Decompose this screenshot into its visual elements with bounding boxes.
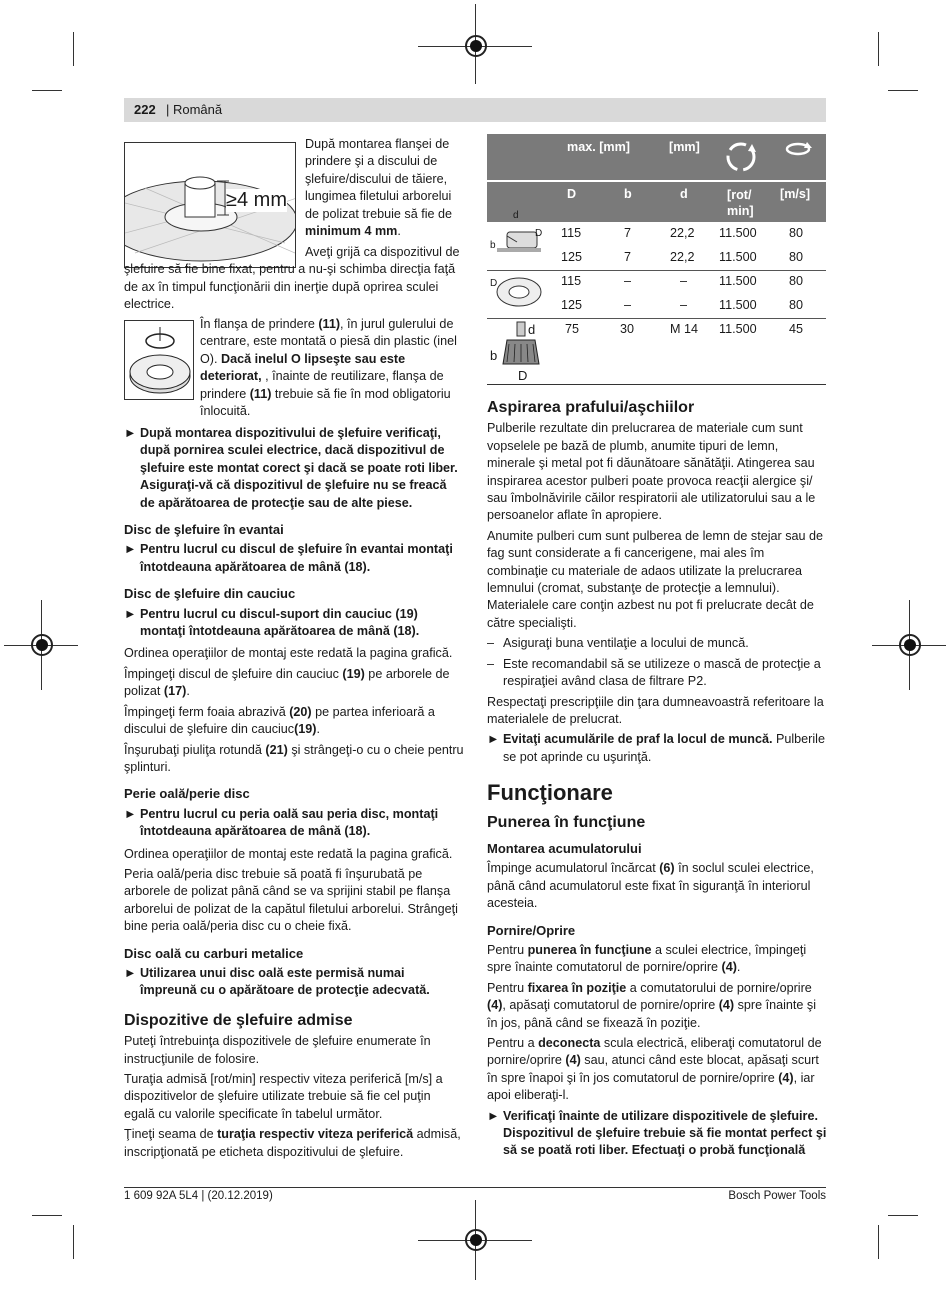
on-b: punerea în funcţiune [527,942,652,957]
bullet-triangle-icon: ► [124,426,137,440]
table-header-row-2 [487,182,826,222]
heading-brush: Perie oală/perie disc [124,786,250,802]
flange-ref-11: (11) [318,317,341,331]
allowed-paragraph-3 [124,1126,464,1161]
table-cell: 22,2 [670,226,695,240]
table-header-rot-min: [rot/ min] [727,188,754,218]
table-cell: 11.500 [719,322,757,336]
crop-mark [73,32,74,66]
dust-paragraph-1: Pulberile rezultate din prelucrarea de materiale cum sunt vopselele pe bază de plumb, anumite tipuri de lemn, minerale şi metal pot fi dăunătoare sănătăţii. Atingerea sau inspirarea acestor pulberi poate provoca reacţii alergice şi/ sau îmbolnăvirile căilor respiratorii ale utilizatorului sau a le persoanelor aflate în apropiere. [487,421,816,523]
dust-paragraph-3: Respectaţi prescripţiile din ţara dumneavoastră referitoare la materialele de prelucrat. [487,694,824,726]
flange-text-a: În flanşa de prindere [200,317,319,331]
table-cell: 45 [789,322,804,336]
flange-text-e: , înainte de reutilizare, flanşa de prindere [200,369,444,401]
off-a: Pentru a [487,1036,539,1050]
table-bottom-rule [487,384,826,385]
push-e: . [186,684,190,699]
fix-e: , apăsaţi comutatorul de pornire/oprire [502,998,719,1013]
press-e: . [316,722,321,737]
flange-text-g: trebuie să fie în mod obligatoriu înlocuită. [200,386,451,419]
crop-mark [32,90,62,91]
table-cell: 80 [789,226,804,240]
fix-ref-4b: (4) [718,998,735,1013]
press-ref-19: (19) [294,722,317,737]
press-c: pe partea inferioară a discului de şlefuire din cauciuc [124,704,435,737]
allowed-3c: admisă, inscripţionată pe eticheta dispozitivului de şlefuire. [124,1127,461,1159]
fixing-paragraph: Aveţi grijă ca dispozitivul de şlefuire să fie bine fixat, pentru a nu-şi schimba direcţia faţă de ax în timpul funcţionării din inerţie după oprirea sculei electrice. [124,245,460,312]
registration-mark-icon [465,1229,487,1251]
battery-paragraph [487,860,827,912]
table-cell: 125 [561,250,583,264]
on-paragraph [487,942,827,977]
heading-dust: Aspirarea prafului/aşchiilor [487,399,695,416]
on-c: a sculei electrice, împingeţi spre înainte comutatorul de pornire/oprire [487,942,807,975]
crop-mark [878,32,879,66]
dim-b-label-3: b [490,348,498,363]
fixing-text [124,244,464,317]
table-header-b: b [624,187,632,201]
table-cell: 22,2 [670,250,695,264]
flange-text [124,316,464,423]
dim-D-label: D [535,228,543,239]
table-cell: – [624,298,632,312]
fix-b: fixarea în poziţie [527,980,627,995]
crop-mark [888,90,918,91]
bullet-triangle-icon: ► [124,542,137,557]
off-b: deconecta [538,1036,601,1050]
off-ref-4a: (4) [565,1053,581,1068]
bullet-rubber-disc [124,606,464,641]
table-header-mm: [mm] [669,140,700,154]
dim-d-label-3: d [528,322,536,337]
lock-paragraph [487,980,827,1032]
order-paragraph-2: Ordinea operaţiilor de montaj este redată la pagina grafică. [124,846,453,861]
push-a: Împingeţi discul de şlefuire din cauciuc [124,666,343,681]
table-header-m-s: [m/s] [780,187,811,201]
table-cell: M 14 [670,322,698,336]
dim-D-label-2: D [490,278,498,289]
rotation-speed-icon [722,138,760,176]
push-paragraph [124,666,464,701]
bullet-check-tools-text: Verificaţi înainte de utilizare dispozitivele de şlefuire. Dispozitivul de şlefuire trebuie să fie montat perfect şi să se poată roti liber. Efectuaţi o probă funcţională [503,1108,827,1158]
on-ref-4: (4) [721,960,737,975]
off-e: sau, atunci când este blocat, apăsaţi scurt în spre înapoi şi în jos comutatorul de pornire/oprire [487,1053,819,1085]
footer-rule [124,1187,826,1188]
table-cell: 75 [565,322,580,336]
page-language: | Română [166,102,223,117]
press-a: Împingeţi ferm foaia abrazivă [124,704,290,719]
right-column [487,393,827,1165]
intro-text [305,136,463,243]
dust-paragraph-2: Anumite pulberi cum sunt pulberea de lemn de stejar sau de fag sunt considerate a fi cancerigene, mai ales îm combinaţie cu materiale de adaos utilizate la prelucrarea lemnului (cromat, substanţe de protecţie a lemnului). Materialele care conţin azbest nu pot fi prelucrate decât de către specialişti. [487,528,824,630]
footer-doc-id: 1 609 92A 5L4 | (20.12.2019) [124,1190,273,1202]
screw-a: Înşurubaţi piuliţa rotundă [124,742,266,757]
bullet-triangle-icon: ► [487,1108,500,1123]
heading-on-off: Pornire/Oprire [487,922,576,938]
allowed-3b: turaţia respectiv viteza periferică [217,1127,414,1142]
crop-mark [32,1215,62,1216]
heading-operation: Funcţionare [487,780,613,806]
intro-text-1: După montarea flanşei de prindere şi a discului de şlefuire/discului de tăiere, lungimea filetului arborelui de polizat trebuie să fie de [305,137,453,221]
order-paragraph-1: Ordinea operaţiilor de montaj este redată la pagina grafică. [124,646,453,661]
table-cell: 80 [789,298,804,312]
bullet-fan-disc [124,541,464,576]
bullet-brush-text: Pentru lucrul cu peria oală sau peria disc, montaţi întotdeauna apărătoarea de mână (18). [140,806,439,839]
bullet-triangle-icon: ► [487,732,500,747]
table-cell: 115 [561,226,582,240]
registration-mark-icon [31,634,53,656]
flange-oring-warning: Dacă inelul O lipseşte sau este deteriorat, [200,351,406,384]
dash-item-ventilation [487,635,827,652]
dash-marker: – [487,636,495,651]
table-cell: 125 [561,298,583,312]
fix-g: spre înainte şi în jos, până când se fixează în poziţie. [487,998,817,1030]
fix-c: a comutatorului de pornire/oprire [626,980,812,995]
push-ref-17: (17) [163,684,187,699]
fix-ref-4a: (4) [487,998,503,1013]
heading-allowed-tools: Dispozitive de şlefuire admise [124,1011,353,1029]
bullet-triangle-icon: ► [124,606,137,621]
battery-ref-6: (6) [659,861,675,876]
fan-disc-icon [487,270,547,316]
screw-ref-21: (21) [265,742,288,757]
screw-paragraph [124,742,464,777]
allowed-paragraph-2: Turaţia admisă [rot/min] respectiv viteza periferică [m/s] a dispozitivelor de şlefuire utilizate trebuie să fie cel puţin egală cu valorile specificate în tabelul următor. [124,1072,443,1121]
table-cell: 7 [624,226,632,240]
dim-D-label-3: D [518,368,528,383]
bullet-check-tools [487,1108,827,1160]
table-header-D: D [567,187,577,201]
heading-battery: Montarea acumulatorului [487,840,642,856]
heading-carbide: Disc oală cu carburi metalice [124,945,304,961]
registration-mark-icon [465,35,487,57]
crop-mark [73,1225,74,1259]
crop-mark [878,1225,879,1259]
fix-a: Pentru [487,980,528,995]
battery-c: în soclul sculei electrice, până când acumulatorul este fixat în siguranţă în interiorul acesteia. [487,861,814,911]
on-a: Pentru [487,942,528,957]
bullet-fan-disc-text: Pentru lucrul cu discul de şlefuire în evantai montaţi întotdeauna apărătoarea de mână (18). [140,542,453,574]
brush-paragraph: Peria oală/peria disc trebuie să poată fi înşurubată pe arborele de polizat până când se va sprijini stabil pe flanşa arborelui de polizat de la capătul filetului arborelui. Strângeţi bine peria oală/peria disc cu o cheie fixă. [124,866,458,934]
left-column [124,425,464,1164]
table-cell: 7 [624,250,632,264]
table-cell: 11.500 [719,298,757,312]
table-cell: 11.500 [719,226,757,240]
speed-table [487,134,826,382]
screw-c: şi strângeţi-o cu o cheie pentru şplinturi. [124,742,464,774]
dim-d-label: d [513,210,519,221]
dim-b-label: b [490,240,496,251]
table-cell: – [680,274,688,288]
table-body [487,210,826,383]
battery-a: Împinge acumulatorul încărcat [487,861,660,876]
heading-fan-disc: Disc de şlefuire în evantai [124,522,284,538]
bullet-check-mount [124,425,464,512]
bullet-brush [124,806,464,841]
flange-text-c: , în jurul gulerului de centrare, este montată o piesă din plastic (inel O). [200,317,457,366]
allowed-paragraph-1: Puteţi întrebuinţa dispozitivele de şlefuire enumerate în instrucţiunile de folosire. [124,1034,431,1066]
bullet-dust [487,731,827,766]
table-cell: 30 [620,322,635,336]
bullet-dust-bold: Evitaţi acumulările de praf la locul de muncă. [503,732,773,747]
thread-length-label: ≥4 mm [226,189,287,211]
table-cell: 115 [561,274,582,288]
table-header-row-1 [487,134,826,180]
table-cell: – [624,274,632,288]
table-header-d: d [680,187,688,201]
bullet-carbide [124,965,464,1000]
table-cell: – [680,298,688,312]
crop-mark [888,1215,918,1216]
table-cell: 11.500 [719,250,757,264]
bullet-dust-normal: Pulberile se pot aprinde cu uşurinţă. [503,732,825,764]
dash-item-mask-text: Este recomandabil să se utilizeze o mască de protecţie a respiraţiei având clasa de filtrare P2. [503,656,821,689]
flange-ref-11b: (11) [249,386,272,401]
dash-item-mask [487,656,827,691]
press-paragraph [124,704,464,739]
off-g: , iar apoi eliberaţi-l. [487,1070,815,1103]
table-header-max-mm: max. [mm] [567,140,630,154]
bullet-carbide-text: Utilizarea unui disc oală este permisă numai împreună cu o apărătoare de protecţie adecvată. [140,965,430,998]
bullet-triangle-icon: ► [124,965,137,980]
footer-brand: Bosch Power Tools [728,1190,826,1202]
heading-startup: Punerea în funcţiune [487,813,646,831]
on-e: . [736,960,741,975]
table-cell: 11.500 [719,274,757,288]
off-c: scula electrică, eliberaţi comutatorul de pornire/oprire [487,1036,822,1068]
bullet-check-mount-text: După montarea dispozitivului de şlefuire verificaţi, după pornirea sculei electrice, dacă dispozitivul de şlefuire este montat corect şi dacă se poate roti liber. Asiguraţi-vă că dispozitivul de şlefuire nu se freacă de apărătoarea de protecţie sau de alte piese. [140,426,458,510]
off-ref-4b: (4) [778,1070,794,1085]
allowed-3a: Ţineţi seama de [124,1127,218,1142]
heading-rubber-disc: Disc de şlefuire din cauciuc [124,586,296,602]
press-ref-20: (20) [289,704,312,719]
table-cell: 80 [789,274,804,288]
push-ref-19: (19) [342,666,365,681]
off-paragraph [487,1035,827,1105]
dash-item-ventilation-text: Asiguraţi buna ventilaţie a locului de muncă. [503,636,749,651]
page-number: 222 [134,102,156,117]
registration-mark-icon [899,634,921,656]
dash-marker: – [487,656,495,671]
bullet-rubber-disc-text: Pentru lucrul cu discul-suport din cauciuc (19) montaţi întotdeauna apărătoarea de mână (18). [140,606,420,639]
bullet-triangle-icon: ► [124,806,137,821]
page-header [124,98,826,122]
intro-period: . [397,224,401,239]
peripheral-speed-icon [783,140,813,160]
intro-min-4mm: minimum 4 mm [305,224,398,239]
table-cell: 80 [789,250,804,264]
push-c: pe arborele de polizat [124,666,450,699]
